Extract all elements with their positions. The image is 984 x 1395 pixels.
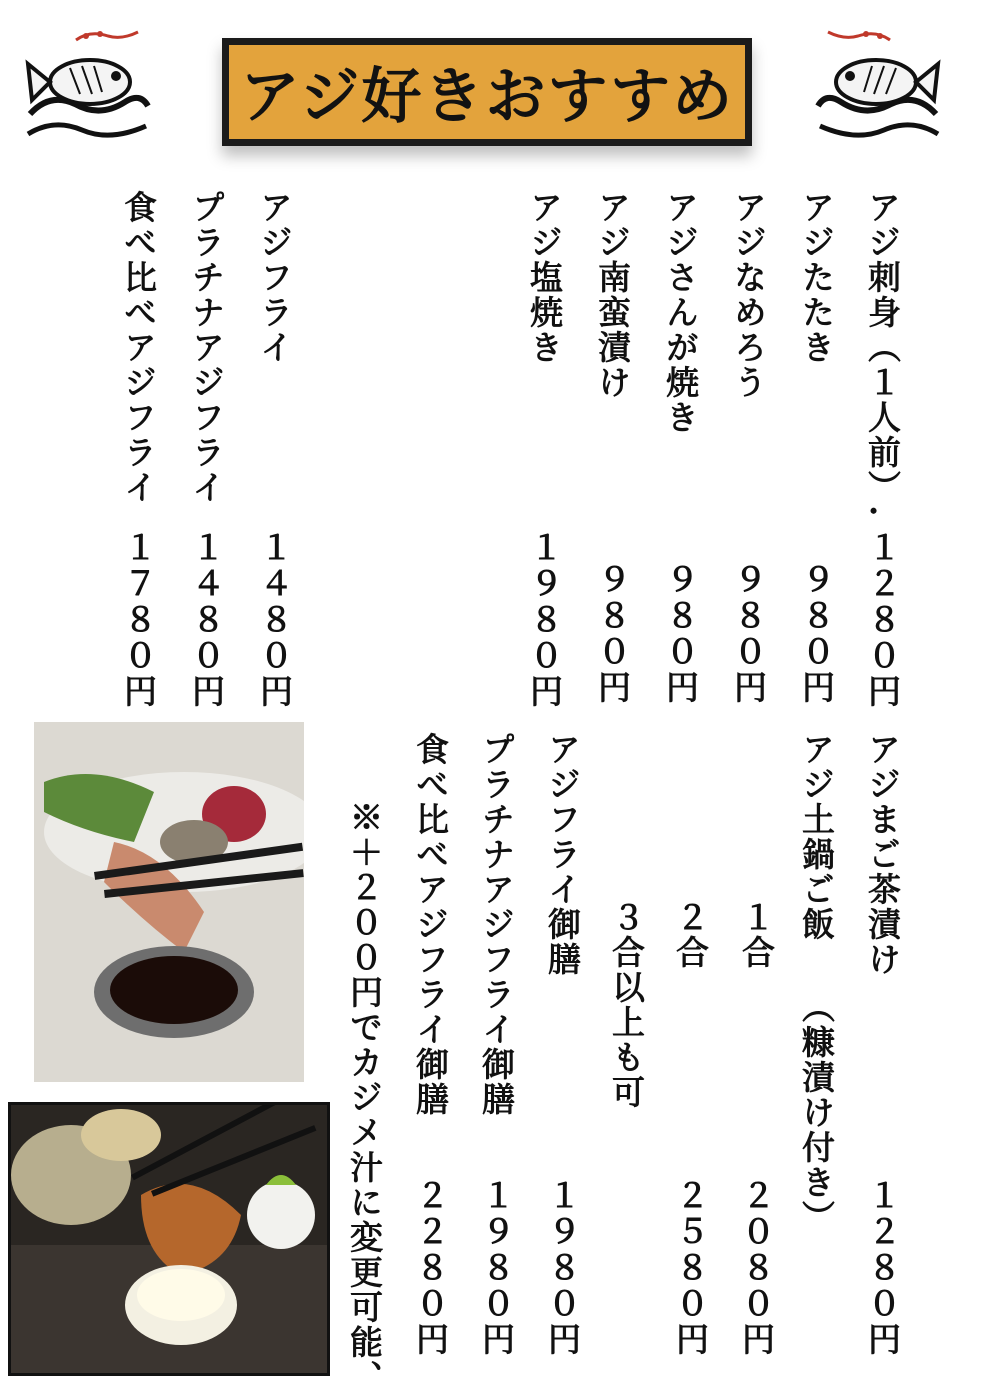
donabe-size-1: １合: [737, 900, 776, 970]
menu-item-name: アジ南蛮漬け: [593, 190, 632, 400]
menu-item-price: ９８０円: [729, 562, 768, 706]
menu-item-price: １４８０円: [255, 530, 294, 710]
menu-item-name: アジなめろう: [729, 190, 768, 400]
title-banner: [222, 38, 752, 146]
gozen-price: １９８０円: [543, 1178, 582, 1358]
gozen-name: プラチナアジフライ御膳: [477, 732, 516, 1117]
donabe-price-2: ２５８０円: [671, 1178, 710, 1358]
donabe-size-2: ２合: [671, 900, 710, 970]
donabe-price-1: ２０８０円: [737, 1178, 776, 1358]
chazuke-name: アジまご茶漬け: [863, 732, 902, 977]
donabe-size-note: ３合以上も可: [607, 900, 646, 1110]
gozen-name: アジフライ御膳: [543, 732, 582, 977]
menu-item-price: ９８０円: [593, 562, 632, 706]
menu-item-price: ９８０円: [797, 562, 836, 706]
menu-item-name: アジさんが焼き: [661, 190, 700, 435]
menu-item-name: アジ塩焼き: [525, 190, 564, 365]
page-title: アジ好きおすすめ: [239, 62, 735, 132]
menu-item-name: プラチナアジフライ: [187, 190, 226, 505]
gozen-price: ２２８０円: [411, 1178, 450, 1358]
gozen-name: 食べ比べアジフライ御膳: [411, 732, 450, 1117]
footnote: ※＋２００円でカジメ汁に変更可能、: [345, 800, 384, 1395]
menu-item-name: アジたたき: [797, 190, 836, 365]
fish-emblem-icon: [20, 22, 154, 156]
gozen-price: １９８０円: [477, 1178, 516, 1358]
menu-item-name: 食べ比べアジフライ: [119, 190, 158, 505]
donabe-note: （糠漬け付き）: [797, 990, 836, 1235]
menu-item-price: ９８０円: [661, 562, 700, 706]
menu-item-name: アジ刺身（１人前）.: [863, 190, 902, 519]
donabe-name: アジ土鍋ご飯: [797, 732, 836, 942]
menu-item-price: １９８０円: [525, 530, 564, 710]
menu-item-name: アジフライ: [255, 190, 294, 365]
aji-fry-photo: [8, 1102, 330, 1376]
menu-item-price: １４８０円: [187, 530, 226, 710]
sashimi-photo: [34, 722, 304, 1082]
menu-item-price: １７８０円: [119, 530, 158, 710]
menu-item-price: １２８０円: [863, 530, 902, 710]
chazuke-price: １２８０円: [863, 1178, 902, 1358]
fish-emblem-icon: [812, 22, 946, 156]
